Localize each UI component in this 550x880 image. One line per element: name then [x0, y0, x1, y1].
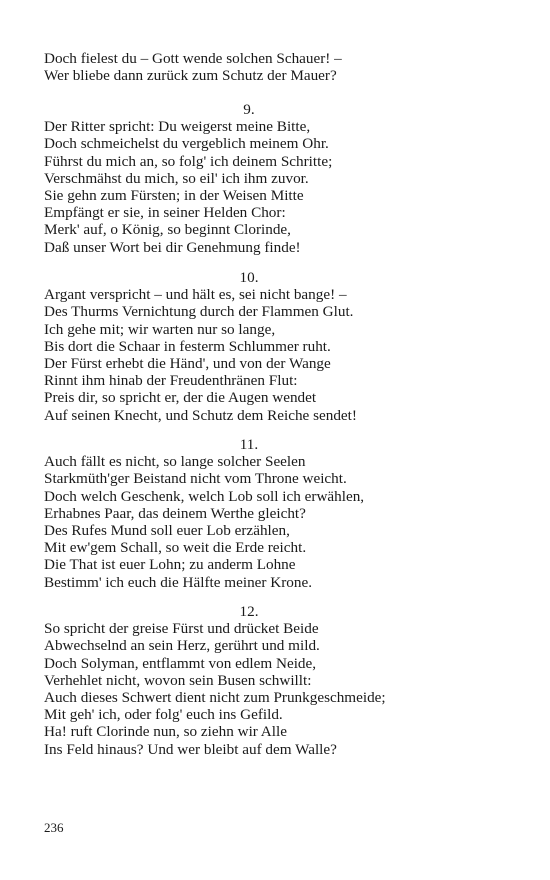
verse-line: Des Rufes Mund soll euer Lob erzählen, [44, 521, 290, 539]
verse-line: Mit geh' ich, oder folg' euch ins Gefild. [44, 706, 283, 724]
verse-line: Daß unser Wort bei dir Genehmung finde! [44, 238, 301, 256]
verse-line: Bestimm' ich euch die Hälfte meiner Krone. [44, 573, 313, 591]
verse-line: Merk' auf, o König, so beginnt Clorinde, [44, 221, 291, 239]
verse-line: Doch schmeichelst du vergeblich meinem Ohr. [44, 135, 329, 153]
verse-line: Preis dir, so spricht er, der die Augen wendet [44, 389, 317, 407]
verse-line: Auch dieses Schwert dient nicht zum Prunkgeschmeide; [44, 688, 386, 706]
verse-line: Wer bliebe dann zurück zum Schutz der Mauer? [44, 67, 337, 85]
stanza-number: 12. [239, 603, 259, 620]
verse-line: Ins Feld hinaus? Und wer bleibt auf dem Walle? [44, 740, 337, 758]
verse-line: Ich gehe mit; wir warten nur so lange, [44, 320, 276, 338]
verse-line: Erhabnes Paar, das deinem Werthe gleicht? [44, 504, 306, 522]
verse-line: Argant verspricht – und hält es, sei nicht bange! – [44, 286, 347, 304]
verse-line: Verhehlet nicht, wovon sein Busen schwillt: [44, 671, 312, 689]
verse-line: Bis dort die Schaar in festerm Schlummer ruht. [44, 337, 331, 355]
stanza-number: 10. [239, 269, 259, 286]
verse-line: Abwechselnd an sein Herz, gerührt und mild. [44, 637, 320, 655]
verse-line: Doch fielest du – Gott wende solchen Schauer! – [44, 50, 342, 67]
verse-line: So spricht der greise Fürst und drücket Beide [44, 620, 319, 638]
verse-line: Ha! ruft Clorinde nun, so ziehn wir Alle [44, 723, 287, 741]
verse-line: Der Fürst erhebt die Händ', und von der Wange [44, 354, 331, 372]
verse-line: Empfängt er sie, in seiner Helden Chor: [44, 204, 286, 222]
verse-line: Doch Solyman, entflammt von edlem Neide, [44, 654, 317, 672]
verse-line: Führst du mich an, so folg' ich deinem Schritte; [44, 152, 333, 170]
stanza-number: 9. [243, 101, 255, 118]
verse-line: Mit ew'gem Schall, so weit die Erde reicht. [44, 539, 307, 557]
verse-line: Sie gehn zum Fürsten; in der Weisen Mitte [44, 186, 304, 204]
verse-line: Der Ritter spricht: Du weigerst meine Bitte, [44, 118, 311, 136]
page-number: 236 [44, 820, 64, 835]
stanza-11 [44, 436, 454, 591]
verse-line: Verschmähst du mich, so eil' ich ihm zuvor. [44, 169, 309, 187]
verse-line: Auf seinen Knecht, und Schutz dem Reiche sendet! [44, 406, 357, 424]
verse-line: Auch fällt es nicht, so lange solcher Seelen [44, 453, 306, 471]
stanza-9 [44, 101, 454, 256]
stanza-fragment [44, 50, 342, 84]
verse-line: Die That ist euer Lohn; zu anderm Lohne [44, 556, 296, 574]
verse-line: Des Thurms Vernichtung durch der Flammen Glut. [44, 303, 354, 321]
verse-line: Doch welch Geschenk, welch Lob soll ich erwählen, [44, 487, 365, 505]
stanza-10 [44, 269, 454, 424]
stanza-12 [44, 603, 454, 758]
stanza-number: 11. [239, 436, 259, 453]
verse-line: Rinnt ihm hinab der Freudenthränen Flut: [44, 372, 298, 390]
verse-line: Starkmüth'ger Beistand nicht vom Throne weicht. [44, 470, 347, 488]
